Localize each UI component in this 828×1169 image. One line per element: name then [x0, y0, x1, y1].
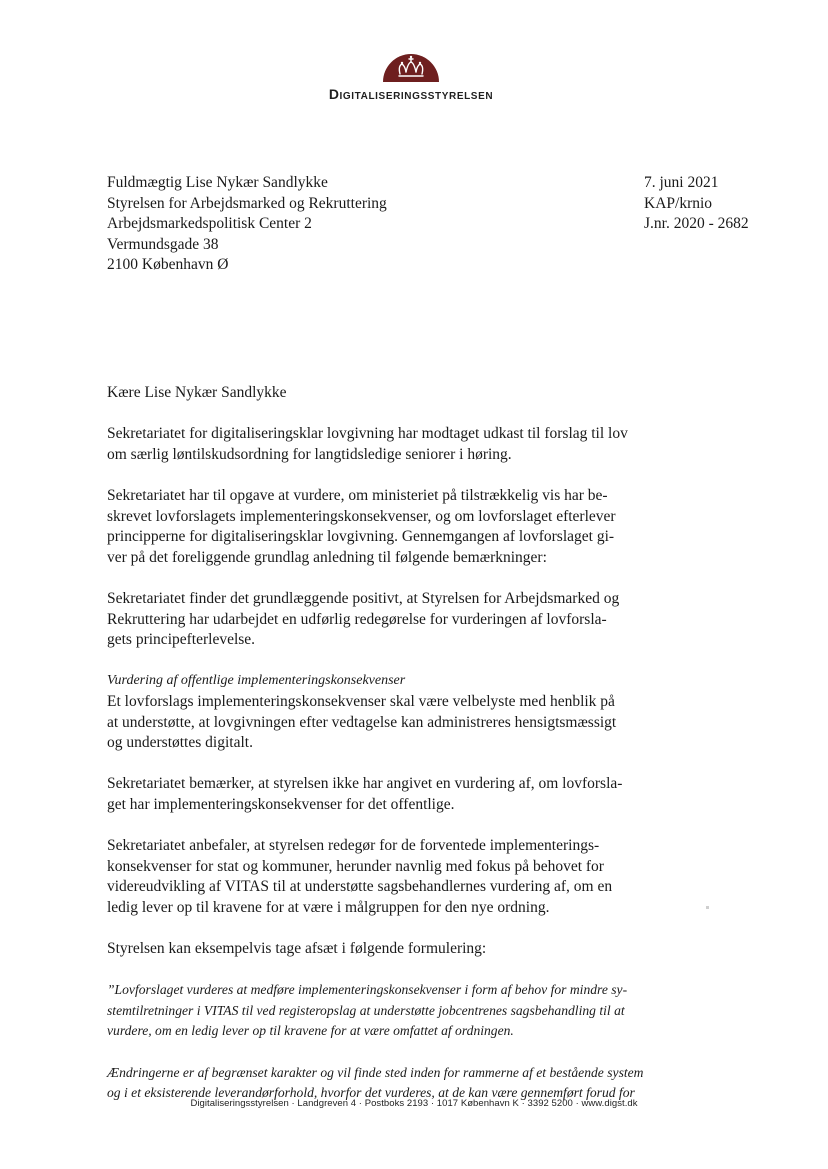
address-line: Arbejdsmarkedspolitisk Center 2 — [107, 215, 312, 232]
address-line: Styrelsen for Arbejdsmarked og Rekruttering — [107, 194, 387, 212]
brand-wordmark: Digitaliseringsstyrelsen — [328, 86, 494, 102]
quoted-formulation-1: ”Lovforslaget vurderes at medføre implementeringskonsekvenser i form af behov for mindre sy- stemtilretninger i VITAS til ved registeropslag at understøtte jobcentrenes sagsbehandling til at vurdere, om en ledig lever op til kravene for at være omfattet af ordningen. — [107, 982, 628, 1039]
salutation: Kære Lise Nykær Sandlykke — [107, 384, 287, 401]
letter-reference: KAP/krnio — [644, 194, 713, 212]
quoted-formulation-2: Ændringerne er af begrænset karakter og vil finde sted inden for rammerne af et bestående system og i et eksisterende leverandørforhold, hvorfor det vurderes, at de kan være gennemført forud for — [107, 1064, 644, 1101]
section-heading: Vurdering af offentlige implementeringskonsekvenser — [107, 673, 406, 689]
address-line: Fuldmægtig Lise Nykær Sandlykke — [107, 174, 328, 191]
letter-date: 7. juni 2021 — [644, 174, 719, 191]
scan-speck — [706, 906, 709, 909]
crown-logo-icon — [382, 52, 440, 82]
journal-number: J.nr. 2020 - 2682 — [644, 215, 749, 232]
letter-body — [107, 383, 644, 1124]
page-footer: Digitaliseringsstyrelsen · Landgreven 4 · Postboks 2193 · 1017 København K · 3392 5200 · www.digst.dk — [190, 1098, 638, 1109]
address-line: Vermundsgade 38 — [107, 235, 219, 253]
paragraph-7: Styrelsen kan eksempelvis tage afsæt i følgende formulering: — [107, 940, 487, 958]
address-line: 2100 København Ø — [107, 256, 229, 273]
letter-meta — [644, 173, 749, 235]
paragraph-1: Sekretariatet for digitaliseringsklar lovgivning har modtaget udkast til forslag til lov om særlig løntilskudsordning for langtidsledige seniorer i høring. — [107, 425, 628, 463]
paragraph-2: Sekretariatet har til opgave at vurdere, om ministeriet på tilstrækkelig vis har be- skrevet lovforslagets implementeringskonsekvenser, og om lovforslaget efterlever principperne for digitaliseringsklar lovgivning. Gennemgangen af lovforslaget gi- ver på det foreliggende grundlag anledning til følgende bemærkninger: — [107, 486, 616, 566]
paragraph-6: Sekretariatet anbefaler, at styrelsen redegør for de forventede implementerings- konsekvenser for stat og kommuner, herunder navnlig med fokus på behovet for videreudvikling af VITAS til at understøtte sagsbehandlernes vurdering af, om en ledig lever op til kravene for at være i målgruppen for den nye ordning. — [107, 837, 613, 916]
paragraph-3: Sekretariatet finder det grundlæggende positivt, at Styrelsen for Arbejdsmarked og Rekruttering har udarbejdet en udførlig redegørelse for vurderingen af lovforsla- gets principefterlevelse. — [107, 589, 620, 649]
paragraph-5: Sekretariatet bemærker, at styrelsen ikke har angivet en vurdering af, om lovforsla- get har implementeringskonsekvenser for det offentlige. — [107, 775, 623, 813]
section-implementation: Vurdering af offentlige implementeringskonsekvenser Et lovforslags implementeringskonsekvenser skal være velbelyste med henblik på at understøtte, at lovgivningen efter vedtagelse kan administreres hensigtsmæssigt og understøttes digitalt. — [107, 671, 627, 753]
recipient-address — [107, 173, 387, 276]
